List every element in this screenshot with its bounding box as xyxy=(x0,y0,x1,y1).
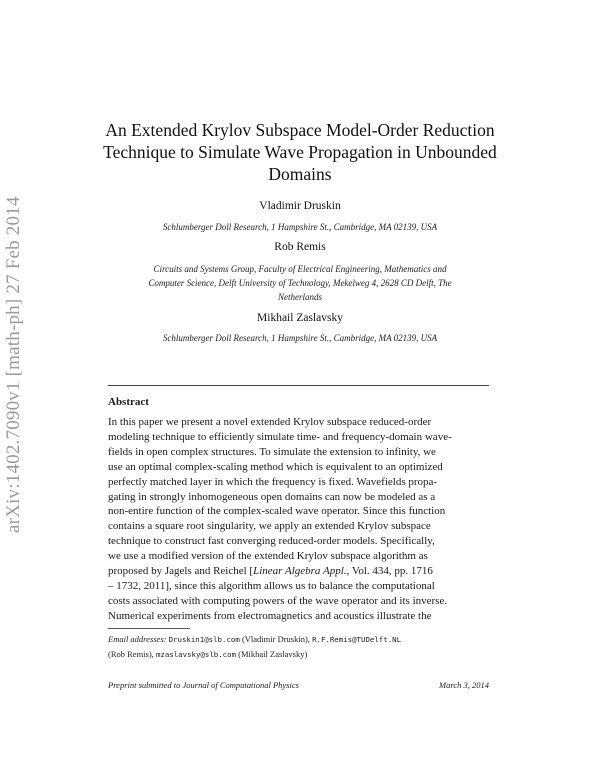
abstract-line: gating in strongly inhomogeneous open domains can now be modeled as a xyxy=(108,490,436,503)
abstract-line: perfectly matched layer in which the frequency is fixed. Wavefields propa- xyxy=(108,475,438,488)
abstract-line: use an optimal complex-scaling method which is equivalent to an optimized xyxy=(108,460,443,473)
abstract-heading: Abstract xyxy=(108,396,149,408)
abstract-line: – 1732, 2011], since this algorithm allows us to balance the computational xyxy=(108,579,435,592)
email-footnote: Email addresses: Druskin1@slb.com (Vladimir Druskin), R.F.Remis@TUDelft.NL (Rob Remis), mzaslavsky@slb.com (Mikhail Zaslavsky) xyxy=(108,634,402,659)
author-name-druskin: Vladimir Druskin xyxy=(259,200,341,212)
abstract-line: fields in open complex structures. To simulate the extension to infinity, we xyxy=(108,445,436,458)
abstract-line: costs associated with computing powers of the wave operator and its inverse. xyxy=(108,594,448,607)
paper-title xyxy=(100,119,500,185)
abstract-line: non-entire function of the complex-scaled wave operator. Since this function xyxy=(108,505,446,518)
email-link-remis[interactable]: R.F.Remis@TUDelft.NL xyxy=(312,635,402,644)
abstract-line: we use a modified version of the extended Krylov subspace algorithm as xyxy=(108,550,428,563)
abstract-body xyxy=(108,415,489,624)
abstract-line: contains a square root singularity, we apply an extended Krylov subspace xyxy=(108,520,431,533)
author-name-zaslavsky: Mikhail Zaslavsky xyxy=(257,312,343,324)
title-line: An Extended Krylov Subspace Model-Order Reduction xyxy=(105,120,495,140)
email-link-zaslavsky[interactable]: mzaslavsky@slb.com xyxy=(155,650,237,659)
author-name-remis: Rob Remis xyxy=(274,241,326,253)
title-line: Technique to Simulate Wave Propagation in Unbounded xyxy=(103,142,497,162)
affiliation-zaslavsky: Schlumberger Doll Research, 1 Hampshire St., Cambridge, MA 02139, USA xyxy=(162,333,438,343)
journal-citation: Linear Algebra Appl. xyxy=(253,565,347,578)
footer-date: March 3, 2014 xyxy=(439,680,489,690)
affiliation-druskin: Schlumberger Doll Research, 1 Hampshire St., Cambridge, MA 02139, USA xyxy=(162,222,438,232)
arxiv-identifier-stamp: arXiv:1402.7090v1 [math-ph] 27 Feb 2014 xyxy=(3,196,24,533)
abstract-top-rule xyxy=(108,385,489,386)
footnote-rule xyxy=(108,628,190,629)
title-line: Domains xyxy=(268,164,332,184)
abstract-line: technique to construct fast converging reduced-order models. Specifically, xyxy=(108,535,435,548)
abstract-line: modeling technique to efficiently simulate time- and frequency-domain wave- xyxy=(108,430,452,443)
email-link-druskin[interactable]: Druskin1@slb.com xyxy=(168,635,240,644)
abstract-line: Numerical experiments from electromagnetics and acoustics illustrate the xyxy=(108,609,432,622)
abstract-line-citation: proposed by Jagels and Reichel [Linear Algebra Appl., Vol. 434, pp. 1716 xyxy=(108,565,433,578)
footnote-label: Email addresses: xyxy=(108,634,167,644)
affiliation-remis: Circuits and Systems Group, Faculty of Electrical Engineering, Mathematics and Computer Science, Delft University of Technology, Mekelweg 4, 2628 CD Delft, The Netherlands xyxy=(148,264,452,302)
footer-journal: Preprint submitted to Journal of Computational Physics xyxy=(108,680,299,690)
abstract-line: In this paper we present a novel extended Krylov subspace reduced-order xyxy=(108,416,432,428)
page-footer xyxy=(108,680,489,690)
